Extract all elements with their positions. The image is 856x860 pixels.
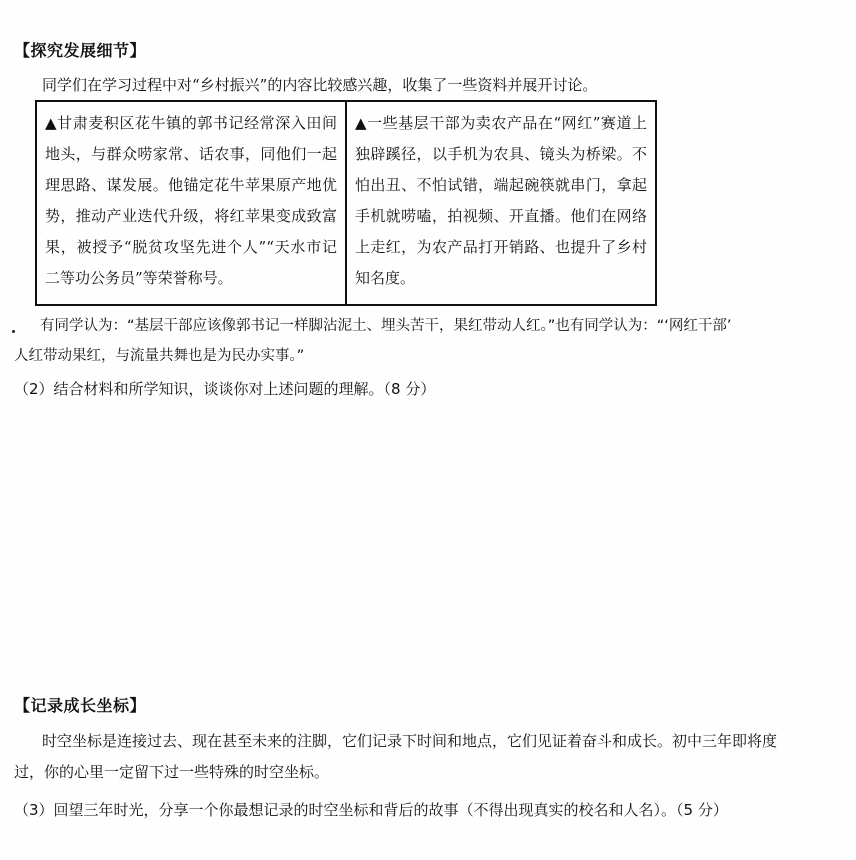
question-3: （3）回望三年时光，分享一个你最想记录的时空坐标和背后的故事（不得出现真实的校名和人名）。（5 分） [14, 801, 728, 819]
opinion-line-1: 有同学认为：“基层干部应该像郭书记一样脚沾泥土、埋头苦干，果红带动人红。”也有同学认为：“‘网红干部’ [40, 318, 732, 334]
stray-mark [12, 330, 15, 333]
section2-heading: 【记录成长坐标】 [14, 696, 147, 715]
question-2: （2）结合材料和所学知识，谈谈你对上述问题的理解。（8 分） [14, 380, 436, 398]
section1-intro: 同学们在学习过程中对“乡村振兴”的内容比较感兴趣，收集了一些资料并展开讨论。 [42, 76, 598, 94]
section2-para-line-1: 时空坐标是连接过去、现在甚至未来的注脚，它们记录下时间和地点，它们见证着奋斗和成长。初中三年即将度 [42, 732, 778, 750]
material-left: ▲甘肃麦积区花牛镇的郭书记经常深入田间地头，与群众唠家常、话农事，同他们一起理思路、谋发展。他锚定花牛苹果原产地优势，推动产业迭代升级，将红苹果变成致富果，被授予“脱贫攻坚先进个人”“天水市记二等功公务员”等荣誉称号。 [45, 114, 337, 287]
material-box [35, 100, 657, 306]
section2-para-line-2: 过，你的心里一定留下过一些特殊的时空坐标。 [14, 763, 330, 781]
opinion-line-2: 人红带动果红，与流量共舞也是为民办实事。” [14, 348, 305, 364]
section1-heading: 【探究发展细节】 [14, 41, 147, 60]
material-right: ▲一些基层干部为卖农产品在“网红”赛道上独辟蹊径，以手机为农具、镜头为桥梁。不怕出丑、不怕试错，端起碗筷就串门，拿起手机就唠嗑，拍视频、开直播。他们在网络上走红，为农产品打开销路、也提升了乡村知名度。 [345, 102, 655, 304]
